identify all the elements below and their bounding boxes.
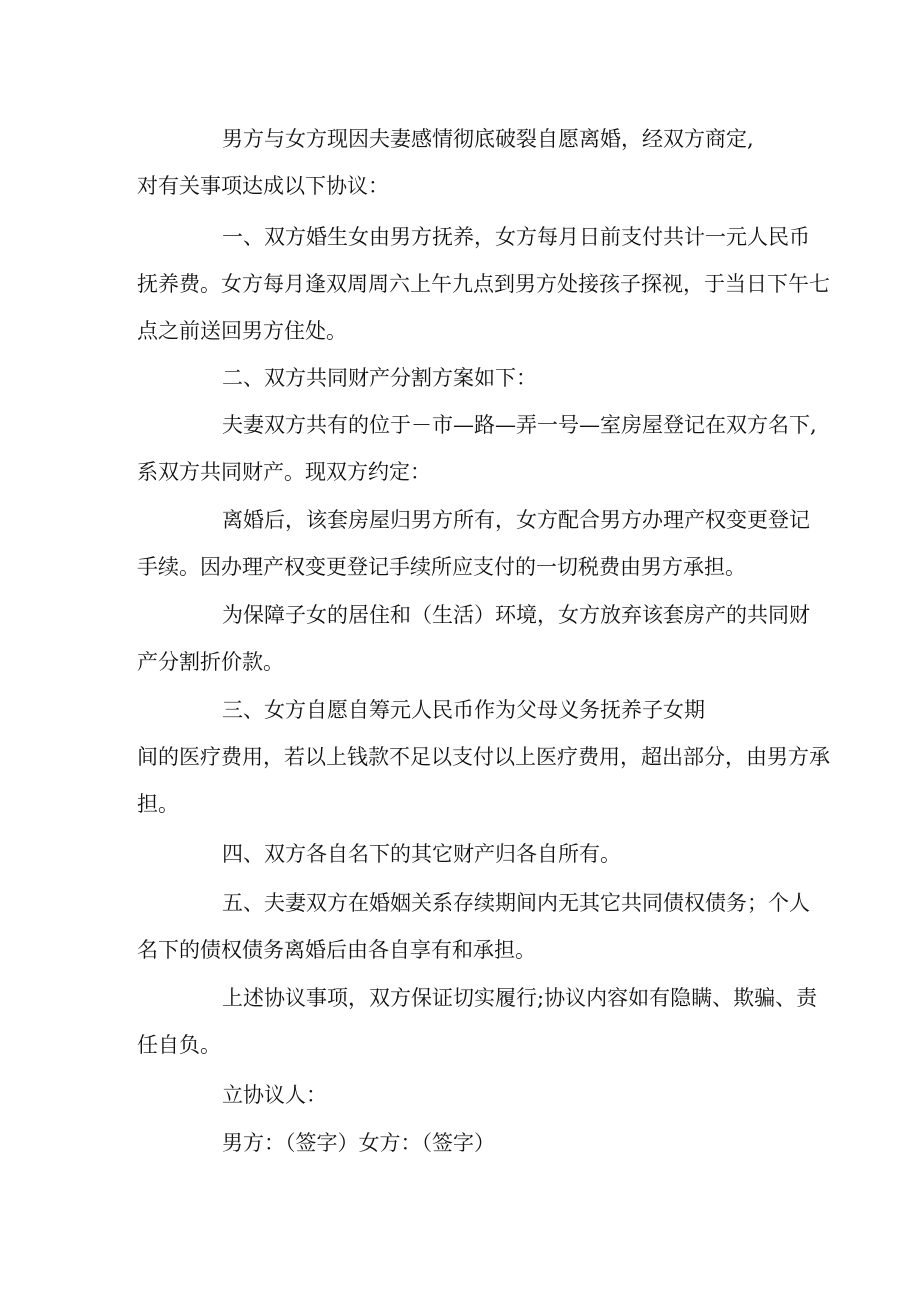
text-line: 名下的债权债务离婚后由各自享有和承担。 (137, 938, 536, 962)
signature-heading (137, 1072, 805, 1119)
text-line: 为保障子女的居住和（生活）环境，女方放弃该套房产的共同财 (222, 603, 810, 627)
paragraph-guarantee (137, 975, 818, 1069)
text-line: 上述协议事项，双方保证切实履行;协议内容如有隐瞒、欺骗、责 (222, 986, 818, 1010)
text-line: 二、双方共同财产分割方案如下： (222, 366, 537, 390)
text-line: 担。 (137, 792, 179, 816)
text-line: 一、双方婚生女由男方抚养，女方每月日前支付共计一元人民币 (222, 225, 810, 249)
paragraph-separate-property (137, 831, 805, 878)
text-line: 男方与女方现因夫妻感情彻底破裂自愿离婚，经双方商定, (222, 127, 754, 151)
text-line: 点之前送回男方住处。 (137, 319, 347, 343)
text-line: 离婚后，该套房屋归男方所有，女方配合男方办理产权变更登记 (222, 508, 810, 532)
paragraph-intro (137, 116, 805, 210)
text-line: 立协议人： (222, 1083, 327, 1107)
paragraph-debts (137, 880, 810, 974)
text-line: 手续。因办理产权变更登记手续所应支付的一切税费由男方承担。 (137, 555, 746, 579)
text-line: 男方：（签字）女方：（签字） (222, 1131, 495, 1155)
text-line: 夫妻双方共有的位于－市—路—弄一号—室房屋登记在双方名下, (222, 413, 817, 437)
paragraph-property-waiver (137, 592, 810, 686)
paragraph-custody (137, 214, 830, 355)
paragraph-property-heading (137, 355, 805, 402)
text-line: 产分割折价款。 (137, 650, 284, 674)
text-line: 四、双方各自名下的其它财产归各自所有。 (222, 842, 621, 866)
text-line: 对有关事项达成以下协议： (137, 174, 389, 198)
text-line: 三、女方自愿自筹元人民币作为父母义务抚养子女期 (222, 698, 705, 722)
paragraph-property-transfer (137, 497, 810, 591)
text-line: 间的医疗费用，若以上钱款不足以支付以上医疗费用，超出部分，由男方承 (137, 745, 830, 769)
text-line: 抚养费。女方每月逢双周周六上午九点到男方处接孩子探视，于当日下午七 (137, 272, 830, 296)
signature-line (137, 1120, 805, 1167)
text-line: 系双方共同财产。现双方约定： (137, 460, 431, 484)
paragraph-property-description (137, 402, 817, 496)
text-line: 五、夫妻双方在婚姻关系存续期间内无其它共同债权债务；个人 (222, 891, 810, 915)
paragraph-medical-expenses (137, 687, 830, 828)
text-line: 任自负。 (137, 1033, 221, 1057)
